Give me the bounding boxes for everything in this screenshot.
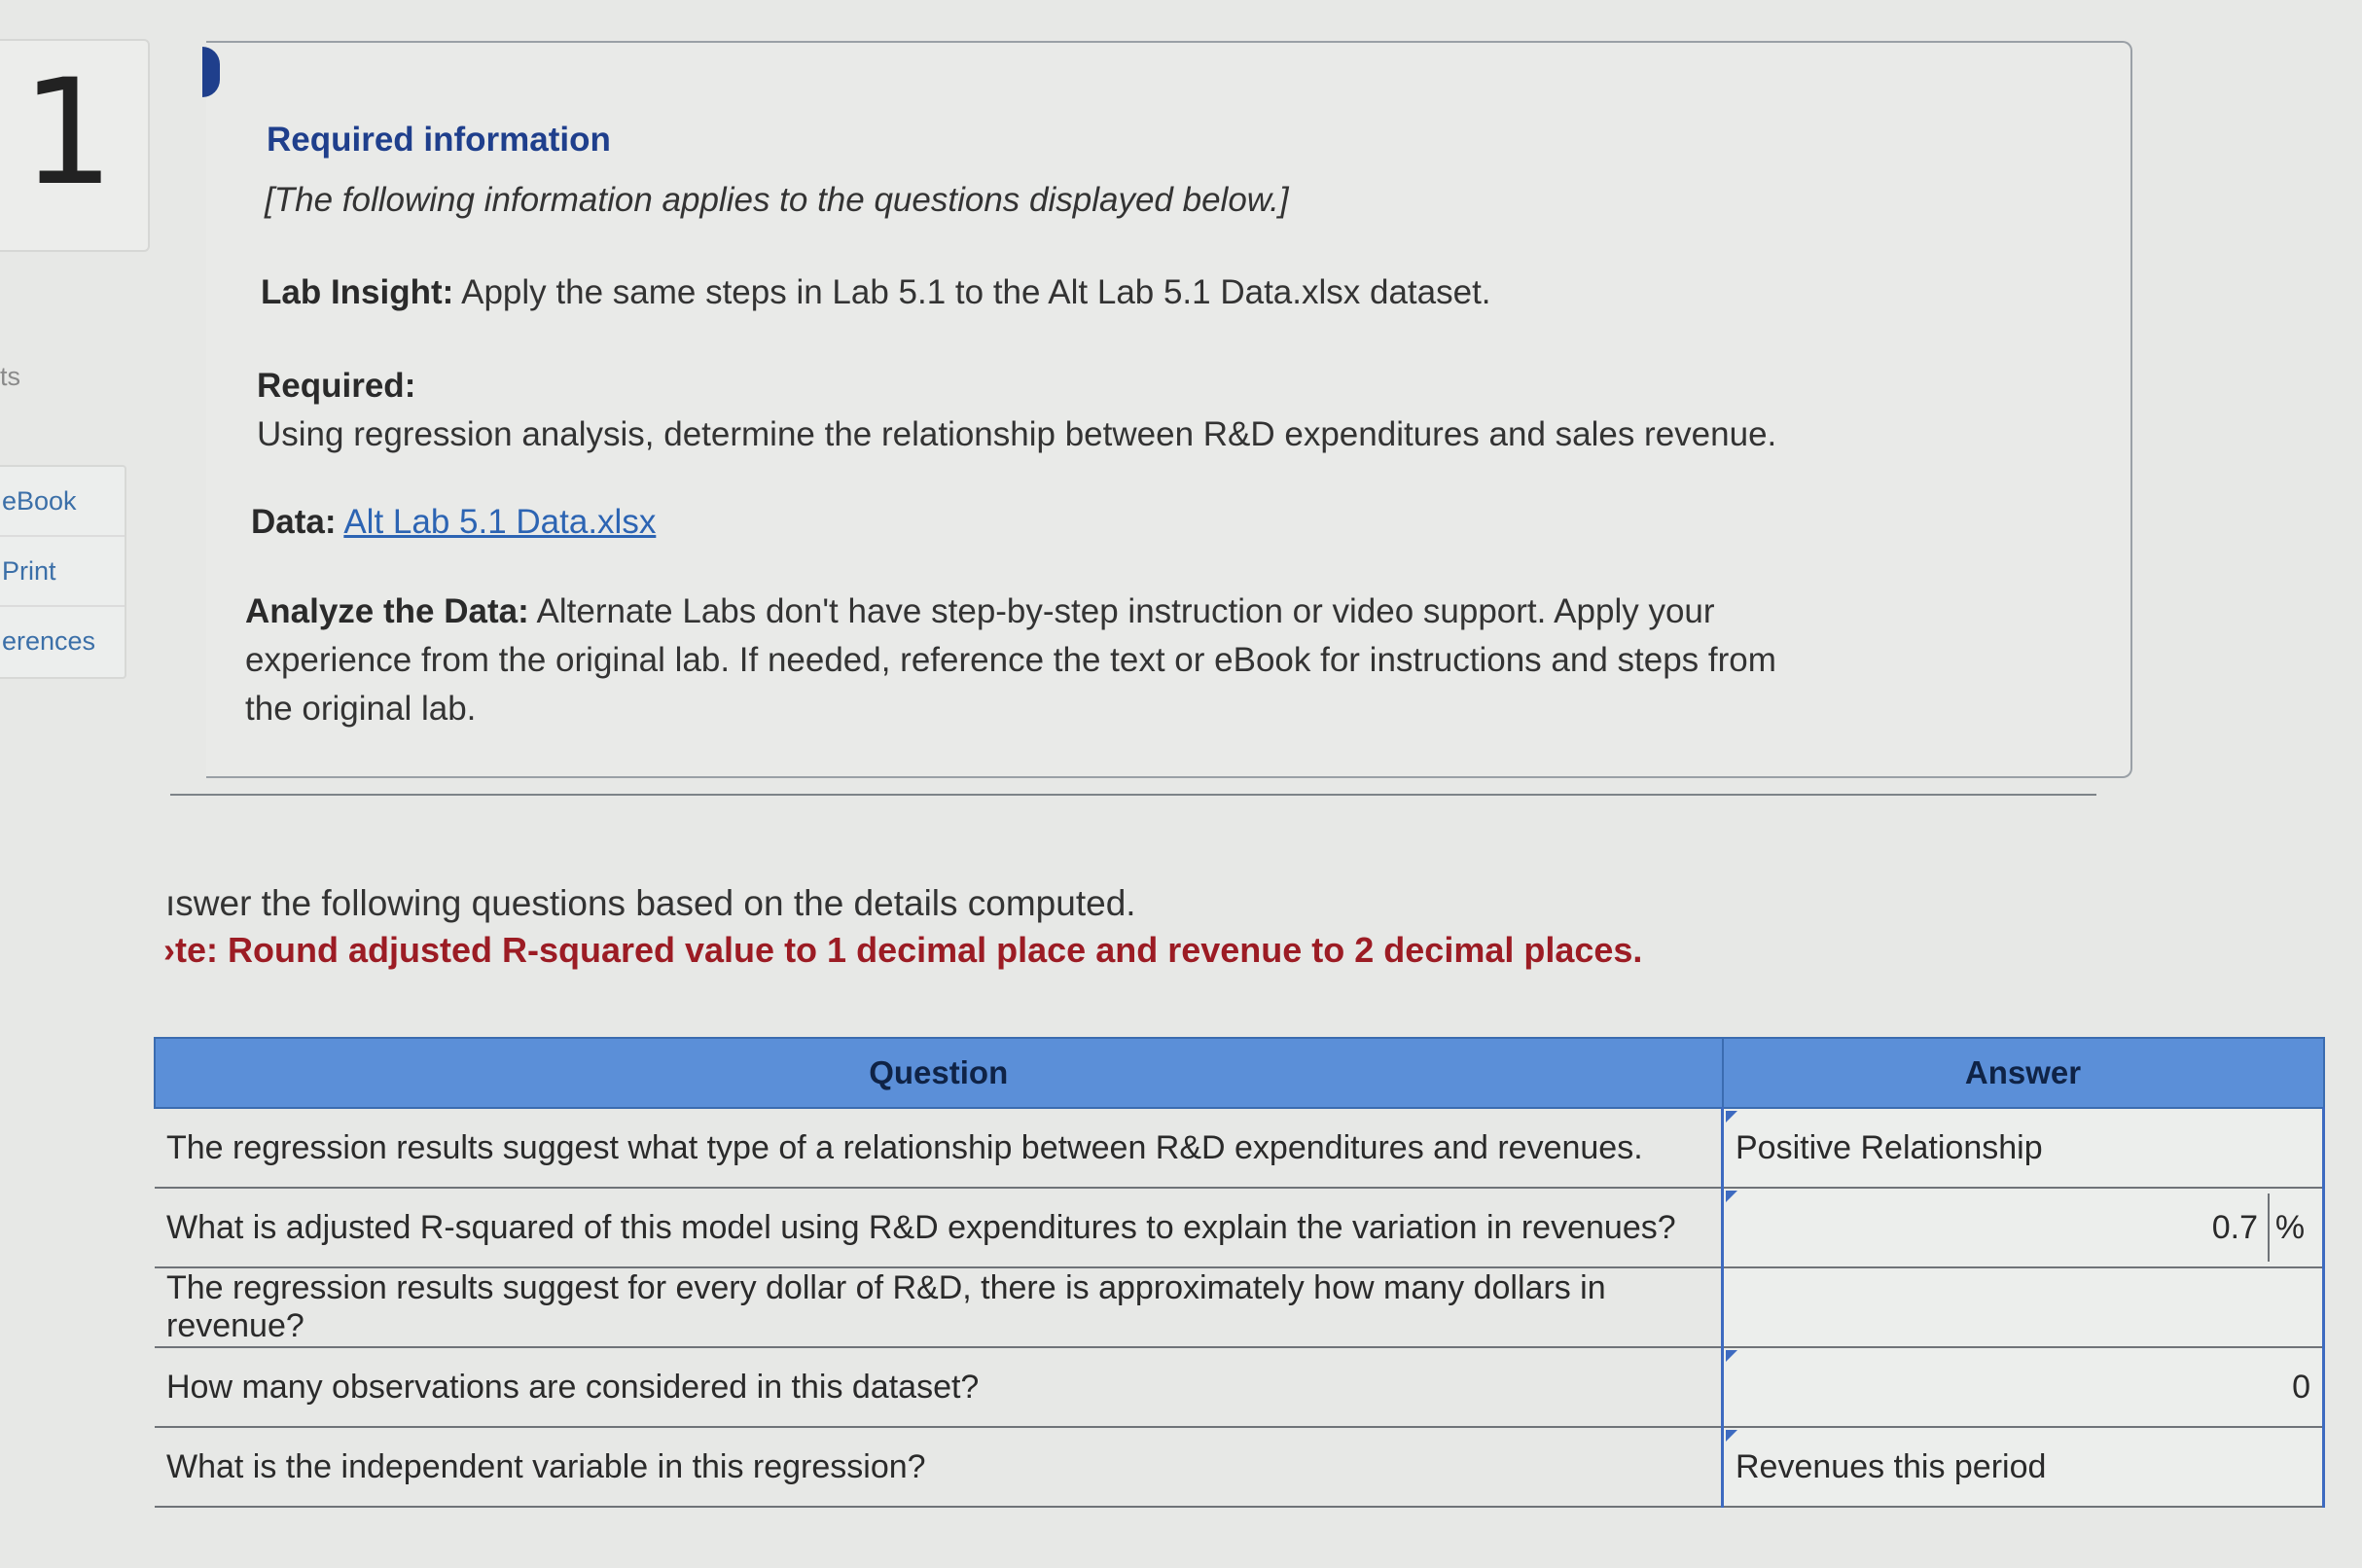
dropdown-marker-icon	[1726, 1111, 1737, 1123]
divider	[170, 794, 2096, 796]
question-cell: The regression results suggest what type of a relationship between R&D expenditures and revenues.	[155, 1108, 1723, 1188]
data-section	[251, 498, 656, 547]
analyze-text-2: experience from the original lab. If needed, reference the text or eBook for instructions and steps from	[245, 641, 1776, 679]
table-row	[155, 1347, 2324, 1427]
print-link[interactable]: Print	[0, 537, 125, 607]
sidebar-links	[0, 465, 126, 679]
input-marker-icon	[1726, 1191, 1737, 1202]
revenue-per-dollar-input[interactable]	[1723, 1267, 2324, 1347]
dropdown-marker-icon	[1726, 1430, 1737, 1442]
references-link[interactable]: erences	[2, 626, 96, 656]
question-header: Question	[155, 1038, 1723, 1108]
data-file-link[interactable]: Alt Lab 5.1 Data.xlsx	[343, 503, 657, 541]
required-section	[257, 362, 1776, 459]
required-information-title: Required information	[267, 121, 611, 159]
answer-value: Revenues this period	[1736, 1447, 2047, 1485]
points-label-fragment: ts	[0, 362, 21, 391]
table-row	[155, 1427, 2324, 1507]
answer-value[interactable]: 0	[2292, 1368, 2310, 1406]
observations-input[interactable]	[1723, 1347, 2324, 1427]
question-cell: The regression results suggest for every dollar of R&D, there is approximately how many dollars in revenue?	[155, 1267, 1723, 1347]
rounding-note: ›te: Round adjusted R-squared value to 1 decimal place and revenue to 2 decimal places.	[163, 930, 1643, 970]
percent-unit: %	[2268, 1194, 2310, 1262]
table-row	[155, 1188, 2324, 1267]
data-label: Data:	[251, 503, 337, 541]
question-answer-table	[154, 1037, 2325, 1508]
table-header-row	[155, 1038, 2324, 1108]
lab-insight-text: Apply the same steps in Lab 5.1 to the Alt Lab 5.1 Data.xlsx dataset.	[461, 273, 1491, 311]
lab-insight-label: Lab Insight:	[261, 273, 454, 311]
question-number: 1	[21, 49, 115, 218]
analyze-section	[245, 588, 1776, 733]
adjusted-r-squared-input[interactable]	[1723, 1188, 2324, 1267]
table-row	[155, 1267, 2324, 1347]
lab-insight	[261, 268, 1491, 317]
required-text: Using regression analysis, determine the relationship between R&D expenditures and sales revenue.	[257, 415, 1777, 453]
ebook-link[interactable]: eBook	[0, 467, 125, 537]
answer-header: Answer	[1723, 1038, 2324, 1108]
analyze-text-3: the original lab.	[245, 690, 477, 728]
answer-value[interactable]	[1736, 1289, 1745, 1326]
analyze-text-1: Alternate Labs don't have step-by-step instruction or video support. Apply your	[536, 592, 1715, 630]
table-row	[155, 1108, 2324, 1188]
answer-value[interactable]: 0.7	[2211, 1208, 2258, 1246]
relationship-dropdown[interactable]	[1723, 1108, 2324, 1188]
info-subtitle: [The following information applies to the questions displayed below.]	[265, 181, 1289, 219]
question-cell: What is the independent variable in this regression?	[155, 1427, 1723, 1507]
question-cell: What is adjusted R-squared of this model using R&D expenditures to explain the variation in revenues?	[155, 1188, 1723, 1267]
question-cell: How many observations are considered in this dataset?	[155, 1347, 1723, 1427]
answer-instructions: ıswer the following questions based on the details computed.	[165, 883, 1136, 923]
required-label: Required:	[257, 367, 416, 405]
answer-value: Positive Relationship	[1736, 1128, 2043, 1166]
analyze-label: Analyze the Data:	[245, 592, 529, 630]
input-marker-icon	[1726, 1350, 1737, 1362]
independent-variable-dropdown[interactable]	[1723, 1427, 2324, 1507]
